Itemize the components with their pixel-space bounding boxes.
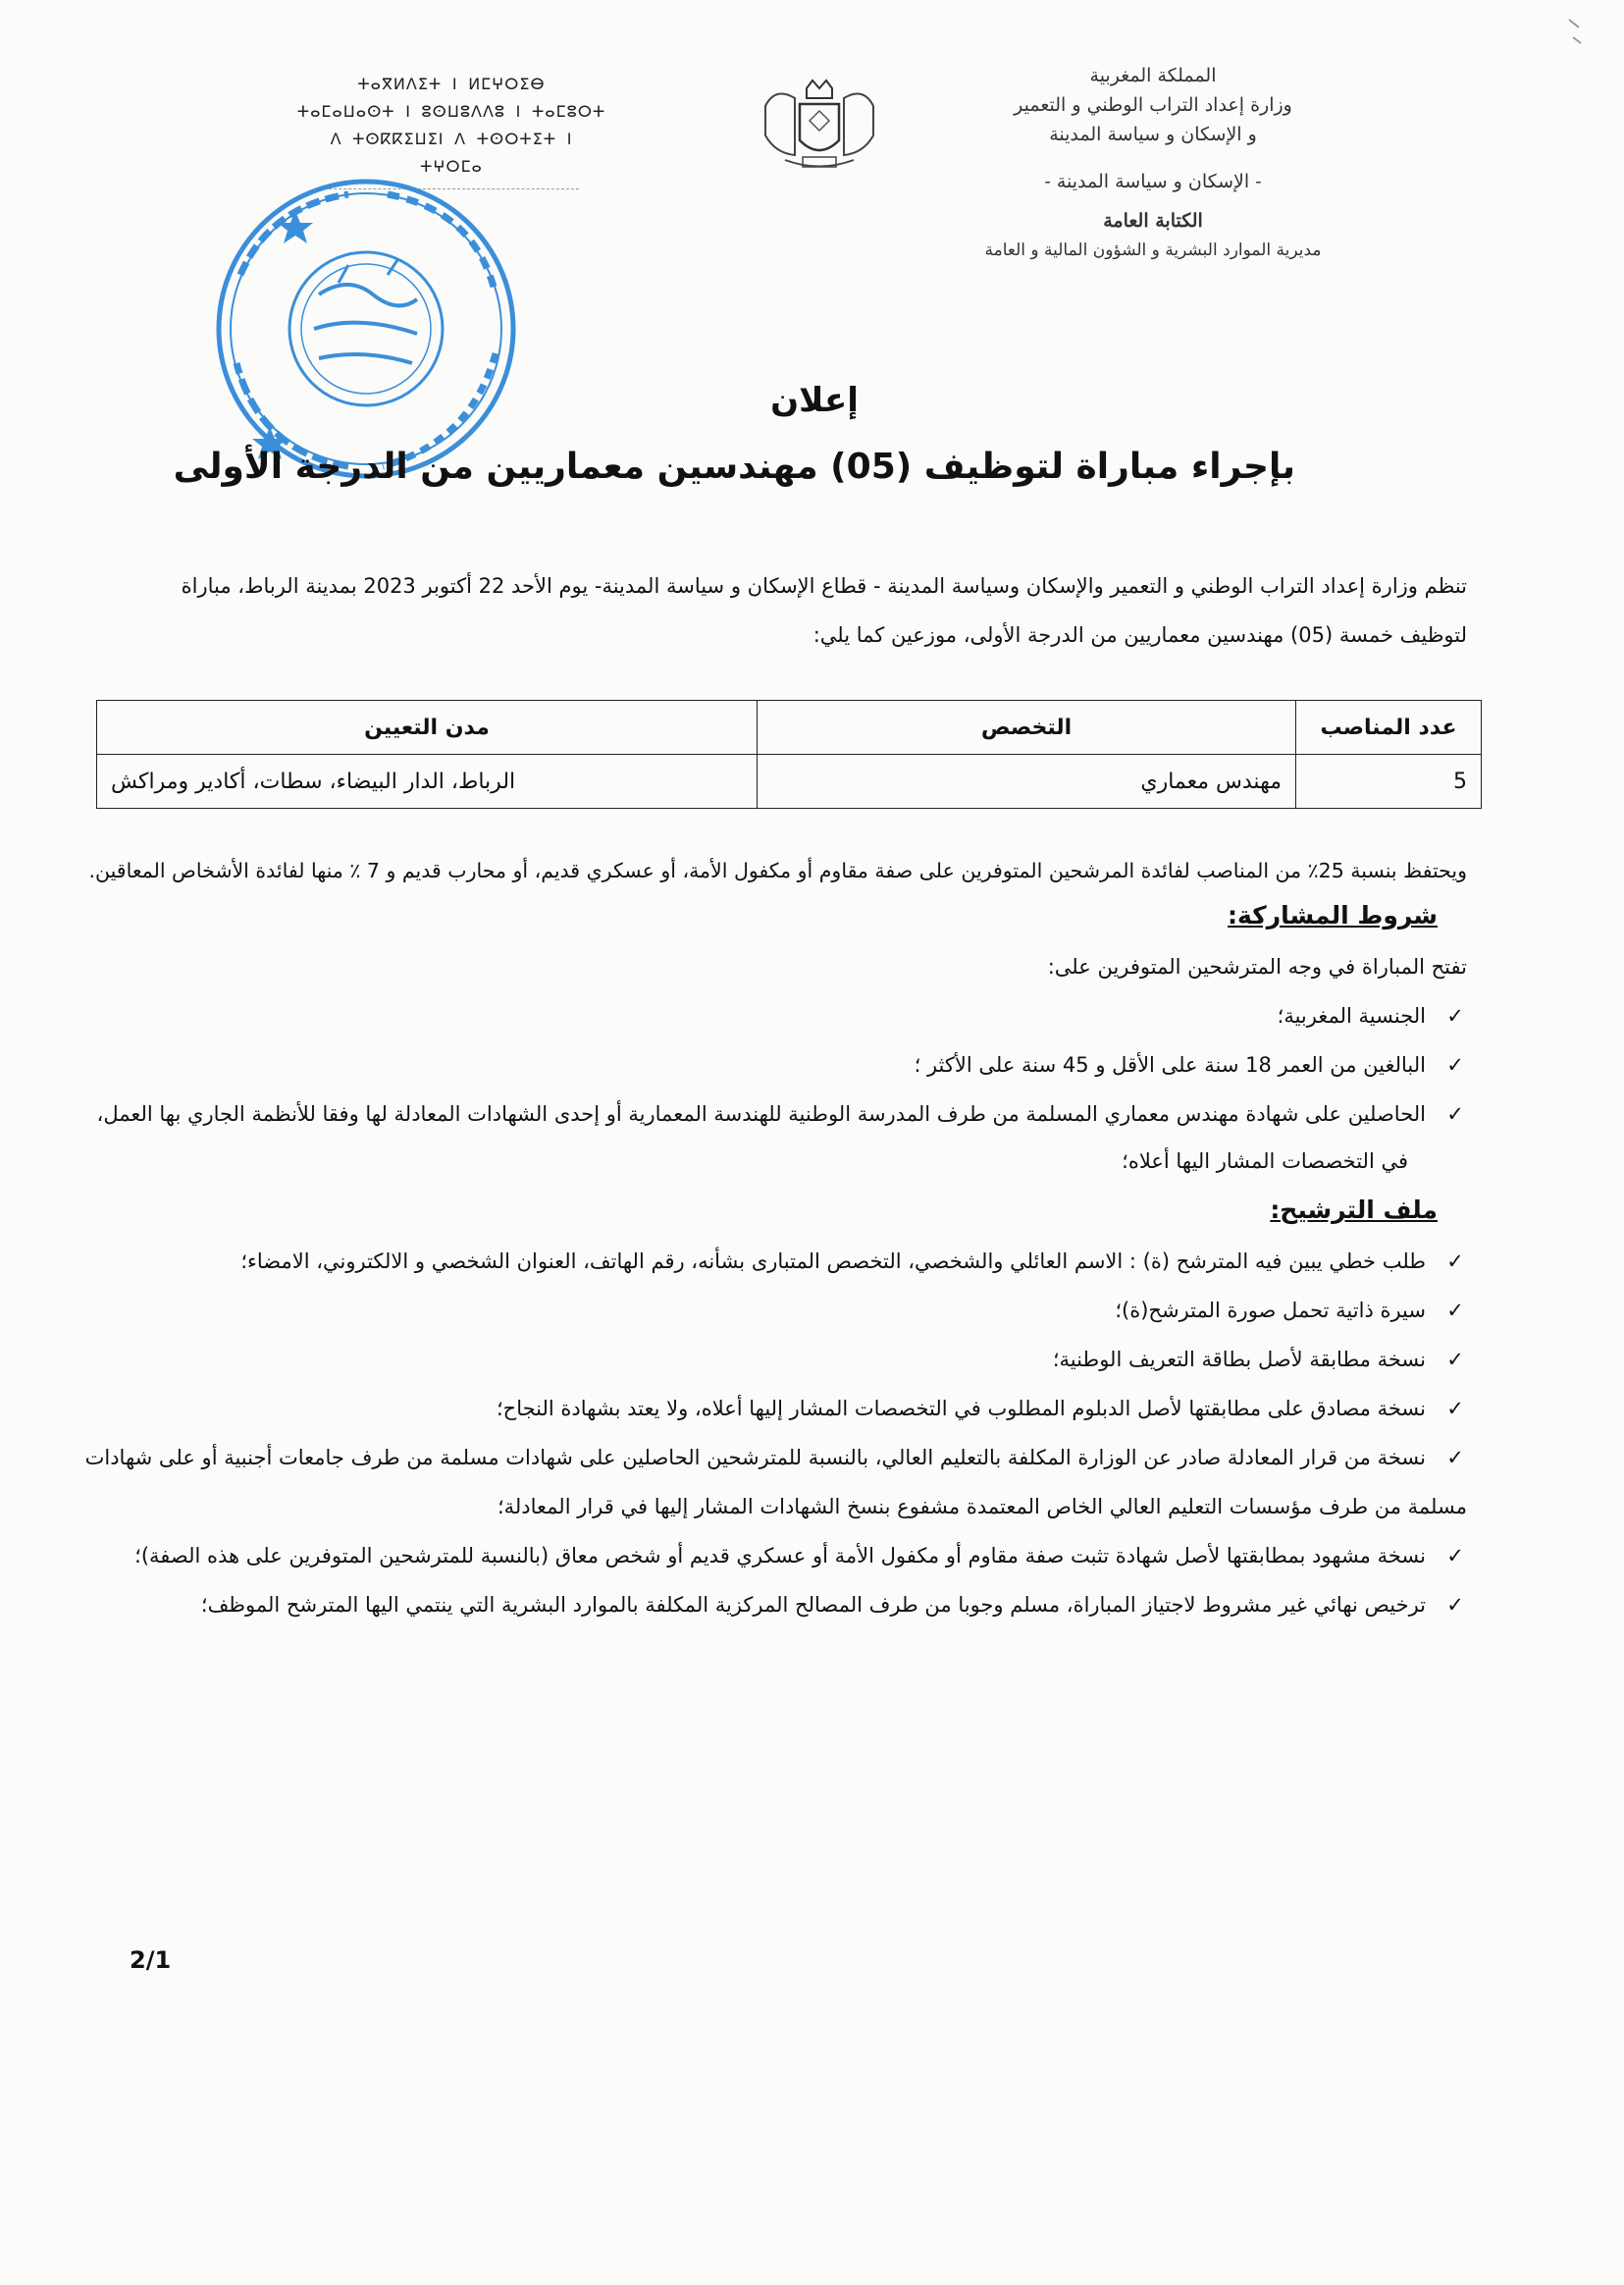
- check-icon: ✓: [1446, 1348, 1464, 1371]
- ministry-header-arabic: [927, 61, 1379, 265]
- header-line: - الإسكان و سياسة المدينة -: [1044, 171, 1262, 192]
- header-line: المملكة المغربية: [1089, 65, 1217, 86]
- posts-table: [96, 700, 1482, 809]
- header-line: وزارة إعداد التراب الوطني و التعمير: [1014, 94, 1292, 116]
- list-item-text: الجنسية المغربية؛: [1277, 1004, 1426, 1028]
- header-posts-count: عدد المناصب: [1296, 701, 1482, 755]
- list-item-text: نسخة مشهود بمطابقتها لأصل شهادة تثبت صفة مقاوم أو مكفول الأمة أو عسكري قديم أو شخص معاق (بالنسبة للمترشحين المتوفرين على هذه الصفة)؛: [134, 1544, 1426, 1568]
- tifinagh-line: ⵜⴰⵎⴰⵡⴰⵙⵜ ⵏ ⵓⵙⵡⵓⴷⴷⵓ ⵏ ⵜⴰⵎⵓⵔⵜ: [296, 102, 606, 121]
- check-icon: ✓: [1446, 1299, 1464, 1322]
- list-item-continuation: مسلمة من طرف مؤسسات التعليم العالي الخاص المعتمدة مشفوع بنسخ الشهادات المشار إليها في قرار المعادلة؛: [497, 1495, 1467, 1518]
- header-cities: مدن التعيين: [97, 701, 758, 755]
- cell-posts-count: 5: [1296, 755, 1482, 809]
- check-icon: ✓: [1446, 1544, 1464, 1568]
- check-icon: ✓: [1446, 1593, 1464, 1617]
- list-item: [54, 1443, 1467, 1472]
- check-icon: ✓: [1446, 1397, 1464, 1420]
- list-item: [74, 1247, 1467, 1276]
- header-line: الكتابة العامة: [1103, 210, 1203, 232]
- check-icon: ✓: [1446, 1102, 1464, 1126]
- announcement-title: إعلان: [770, 381, 859, 420]
- list-item: [74, 1001, 1467, 1031]
- list-item: [74, 1099, 1467, 1129]
- list-item-text: ترخيص نهائي غير مشروط لاجتياز المباراة، مسلم وجوبا من طرف المصالح المركزية المكلفة بالموارد البشرية التي ينتمي اليها المترشح الموظف؛: [200, 1593, 1426, 1617]
- list-item-text: سيرة ذاتية تحمل صورة المترشح(ة)؛: [1115, 1299, 1426, 1322]
- list-item: [74, 1590, 1467, 1620]
- table-row: [97, 755, 1482, 809]
- header-line: و الإسكان و سياسة المدينة: [1049, 124, 1257, 145]
- check-icon: ✓: [1446, 1446, 1464, 1469]
- conditions-heading: شروط المشاركة:: [1228, 901, 1438, 930]
- cell-cities: الرباط، الدار البيضاء، سطات، أكادير ومراكش: [97, 755, 758, 809]
- cell-specialty: مهندس معماري: [758, 755, 1296, 809]
- conditions-intro: تفتح المباراة في وجه المترشحين المتوفرين على:: [1047, 955, 1467, 979]
- royal-emblem-icon: [746, 77, 893, 175]
- page-number: 2/1: [130, 1946, 172, 1974]
- check-icon: ✓: [1446, 1053, 1464, 1077]
- list-item-text: نسخة من قرار المعادلة صادر عن الوزارة المكلفة بالتعليم العالي، بالنسبة للمترشحين الحاصلين على شهادات مسلمة من طرف جامعات أجنبية أو على شهادات: [84, 1446, 1426, 1469]
- list-item: [74, 1541, 1467, 1570]
- scan-mark-icon: [1565, 14, 1585, 53]
- check-icon: ✓: [1446, 1249, 1464, 1273]
- list-item-text: نسخة مصادق على مطابقتها لأصل الدبلوم المطلوب في التخصصات المشار إليها أعلاه، ولا يعتد بشهادة النجاح؛: [497, 1397, 1426, 1420]
- list-item-text: الحاصلين على شهادة مهندس معماري المسلمة من طرف المدرسة الوطنية للهندسة المعمارية أو إحدى الشهادات المعادلة لها وفقا للأنظمة الجاري بها العمل،: [96, 1102, 1426, 1126]
- list-item: [74, 1050, 1467, 1080]
- reserve-note: ويحتفظ بنسبة 25٪ من المناصب لفائدة المرشحين المتوفرين على صفة مقاوم أو مكفول الأمة، أو عسكري قديم، أو محارب قديم و 7 ٪ منها لفائدة الأشخاص المعاقين.: [88, 859, 1467, 882]
- file-heading: ملف الترشيح:: [1270, 1196, 1438, 1224]
- list-item-continuation: في التخصصات المشار اليها أعلاه؛: [1122, 1149, 1408, 1173]
- header-line: مديرية الموارد البشرية و الشؤون المالية و العامة: [984, 240, 1322, 260]
- list-item-text: نسخة مطابقة لأصل بطاقة التعريف الوطنية؛: [1052, 1348, 1426, 1371]
- tifinagh-line: ⵜⴰⴳⵍⴷⵉⵜ ⵏ ⵍⵎⵖⵔⵉⴱ: [357, 75, 546, 93]
- list-item: [74, 1394, 1467, 1423]
- table-header-row: [97, 701, 1482, 755]
- list-item: [74, 1345, 1467, 1374]
- list-item: [74, 1296, 1467, 1325]
- announcement-subtitle: بإجراء مباراة لتوظيف (05) مهندسين معماريين من الدرجة الأولى: [173, 447, 1295, 487]
- intro-line-1: تنظم وزارة إعداد التراب الوطني و التعمير والإسكان وسياسة المدينة - قطاع الإسكان و سياسة المدينة- يوم الأحد 22 أكتوبر 2023 بمدينة الرباط، مباراة: [181, 574, 1467, 598]
- intro-line-2: لتوظيف خمسة (05) مهندسين معماريين من الدرجة الأولى، موزعين كما يلي:: [812, 623, 1467, 647]
- tifinagh-line: ⴷ ⵜⵙⴽⴽⵉⵡⵉⵏ ⴷ ⵜⵙⵔⵜⵉⵜ ⵏ ⵜⵖⵔⵎⴰ: [330, 130, 573, 176]
- header-specialty: التخصص: [758, 701, 1296, 755]
- check-icon: ✓: [1446, 1004, 1464, 1028]
- list-item-text: طلب خطي يبين فيه المترشح (ة) : الاسم العائلي والشخصي، التخصص المتبارى بشأنه، رقم الهاتف، العنوان الشخصي و الالكتروني، الامضاء؛: [240, 1249, 1426, 1273]
- list-item-text: البالغين من العمر 18 سنة على الأقل و 45 سنة على الأكثر ؛: [914, 1053, 1426, 1077]
